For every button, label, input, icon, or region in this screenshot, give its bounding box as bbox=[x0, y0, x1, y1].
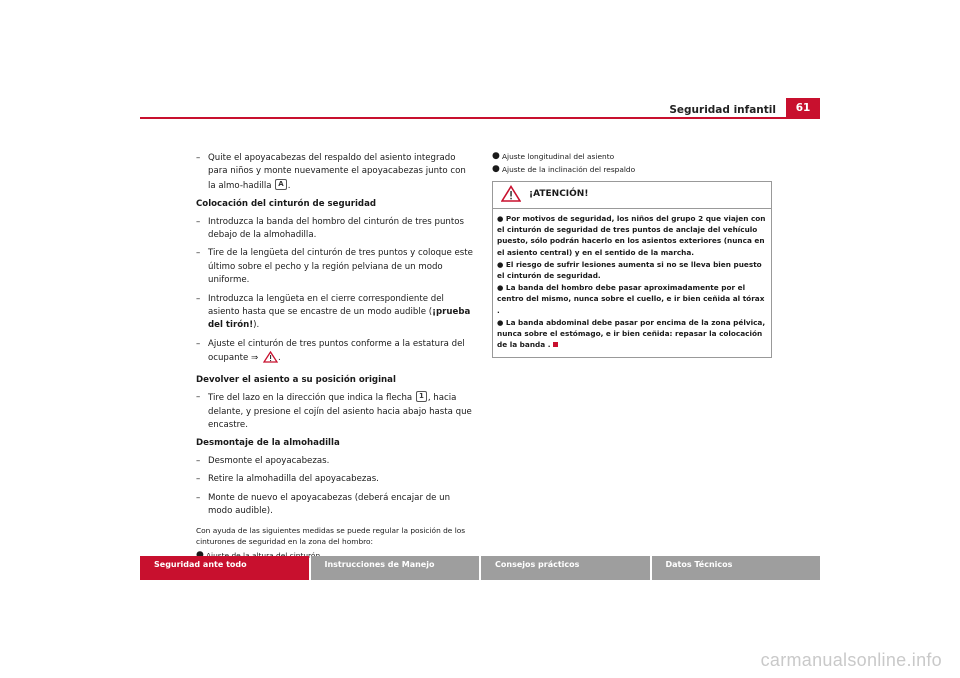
bullet-dot: ● bbox=[497, 317, 504, 327]
step-text-end: , hacia delante, y presione el cojín del asiento hacia abajo hasta que encastre. bbox=[208, 393, 472, 430]
warning-item bbox=[497, 213, 767, 258]
header-rule bbox=[140, 117, 820, 119]
heading-belt: Colocación del cinturón de seguridad bbox=[196, 199, 377, 210]
step-bold: ¡prueba del tirón! bbox=[208, 307, 471, 331]
warning-item-text: La banda abdominal debe pasar por encima de la zona pélvica, nunca sobre el estómago, e ir bien ceñida: repasar la colocación de la banda . bbox=[497, 317, 766, 350]
dash: – bbox=[196, 455, 201, 466]
ref-a-label: A bbox=[275, 179, 286, 190]
step-text: Retire la almohadilla del apoyacabezas. bbox=[208, 474, 379, 485]
step-text: Monte de nuevo el apoyacabezas (deberá encajar de un modo audible). bbox=[208, 492, 451, 516]
step-text: Ajuste el cinturón de tres puntos conforme a la estatura del ocupante bbox=[208, 338, 465, 364]
step-belt-2 bbox=[196, 247, 476, 287]
dash: – bbox=[196, 338, 201, 349]
bullet-dot: ● bbox=[497, 214, 504, 223]
info-text: Con ayuda de las siguientes medidas se puede regular la posición de los cinturones de seguridad en la zona del hombro: bbox=[196, 526, 466, 546]
warning-item bbox=[497, 282, 767, 316]
dash: – bbox=[196, 216, 201, 227]
bullet-dot: ● bbox=[492, 163, 500, 174]
left-column bbox=[196, 152, 476, 564]
step-text: Quite el apoyacabezas del respaldo del asiento integrado para niños y monte nuevamente el apoyacabezas junto con la almo-hadilla bbox=[208, 153, 466, 191]
step-dismount-3 bbox=[196, 492, 476, 519]
tab-seguridad-ante-todo[interactable]: Seguridad ante todo bbox=[140, 556, 309, 580]
tab-datos-tecnicos[interactable]: Datos Técnicos bbox=[652, 556, 821, 580]
step-text: Desmonte el apoyacabezas. bbox=[208, 455, 330, 466]
watermark: carmanualsonline.info bbox=[760, 650, 942, 670]
heading-dismount: Desmontaje de la almohadilla bbox=[196, 438, 340, 449]
step-text: Introduzca la banda del hombro del cinturón de tres puntos debajo de la almohadilla. bbox=[208, 216, 464, 241]
step-text: Tire del lazo en la dirección que indica la flecha bbox=[208, 393, 413, 404]
page-header-title: Seguridad infantil bbox=[669, 104, 776, 116]
warning-item-text: La banda del hombro debe pasar aproximadamente por el centro del mismo, nunca sobre el cuello, e ir bien ceñida al tórax . bbox=[497, 283, 765, 315]
bullet-dot: ● bbox=[497, 259, 504, 269]
dash: – bbox=[196, 153, 201, 163]
tab-instrucciones-de-manejo[interactable]: Instrucciones de Manejo bbox=[311, 556, 480, 580]
page-number: 61 bbox=[786, 98, 820, 118]
step-end: . bbox=[287, 180, 291, 191]
warning-item bbox=[497, 317, 767, 351]
arrow-ref: ⇒ bbox=[251, 353, 259, 364]
tab-consejos-practicos[interactable]: Consejos prácticos bbox=[481, 556, 650, 580]
step-text: Tire de la lengüeta del cinturón de tres puntos y coloque este último sobre el pecho y la región pelviana de un modo uniforme. bbox=[208, 248, 473, 286]
step-belt-1 bbox=[196, 216, 476, 243]
bullet-dot: ● bbox=[492, 151, 500, 161]
warning-header bbox=[493, 182, 771, 209]
dash: – bbox=[196, 293, 201, 304]
warning-item-text: Por motivos de seguridad, los niños del grupo 2 que viajen con el cinturón de seguridad de tres puntos de anclaje del vehículo puesto, sólo podrán hacerlo en los asientos exteriores (nunca en el asiento central) y en el sentido de la marcha. bbox=[497, 214, 766, 257]
dash: – bbox=[196, 492, 201, 503]
step-dismount-1 bbox=[196, 455, 476, 468]
end-marker-icon bbox=[553, 342, 558, 347]
ref-1-label: 1 bbox=[416, 391, 427, 402]
bullet-text: Ajuste longitudinal del asiento bbox=[502, 152, 615, 161]
right-column bbox=[492, 152, 772, 358]
info-bullet bbox=[492, 152, 772, 163]
heading-return: Devolver el asiento a su posición original bbox=[196, 374, 396, 385]
bullet-text: Ajuste de la inclinación del respaldo bbox=[502, 164, 636, 174]
step-end: . bbox=[277, 353, 281, 364]
footer-nav bbox=[140, 556, 820, 580]
step-remove-headrest bbox=[196, 152, 476, 193]
warning-item bbox=[497, 259, 767, 281]
step-text: Introduzca la lengüeta en el cierre correspondiente del asiento hasta que se encastre de un modo audible ( bbox=[208, 293, 444, 318]
warning-triangle-icon bbox=[501, 185, 521, 205]
warning-triangle-icon bbox=[263, 351, 278, 368]
dash: – bbox=[196, 248, 201, 259]
warning-box bbox=[492, 181, 772, 358]
warning-item-text: El riesgo de sufrir lesiones aumenta si no se lleva bien puesto el cinturón de seguridad. bbox=[497, 259, 762, 281]
step-belt-3 bbox=[196, 293, 476, 333]
dash: – bbox=[196, 474, 201, 485]
step-return bbox=[196, 391, 476, 432]
dash: – bbox=[196, 392, 201, 403]
step-belt-4 bbox=[196, 338, 476, 369]
bullet-dot: ● bbox=[497, 283, 504, 293]
info-bullet bbox=[492, 165, 772, 176]
step-dismount-2 bbox=[196, 473, 476, 486]
warning-body bbox=[493, 209, 771, 357]
step-end: ). bbox=[253, 320, 260, 331]
warning-title: ¡ATENCIÓN! bbox=[529, 189, 589, 200]
